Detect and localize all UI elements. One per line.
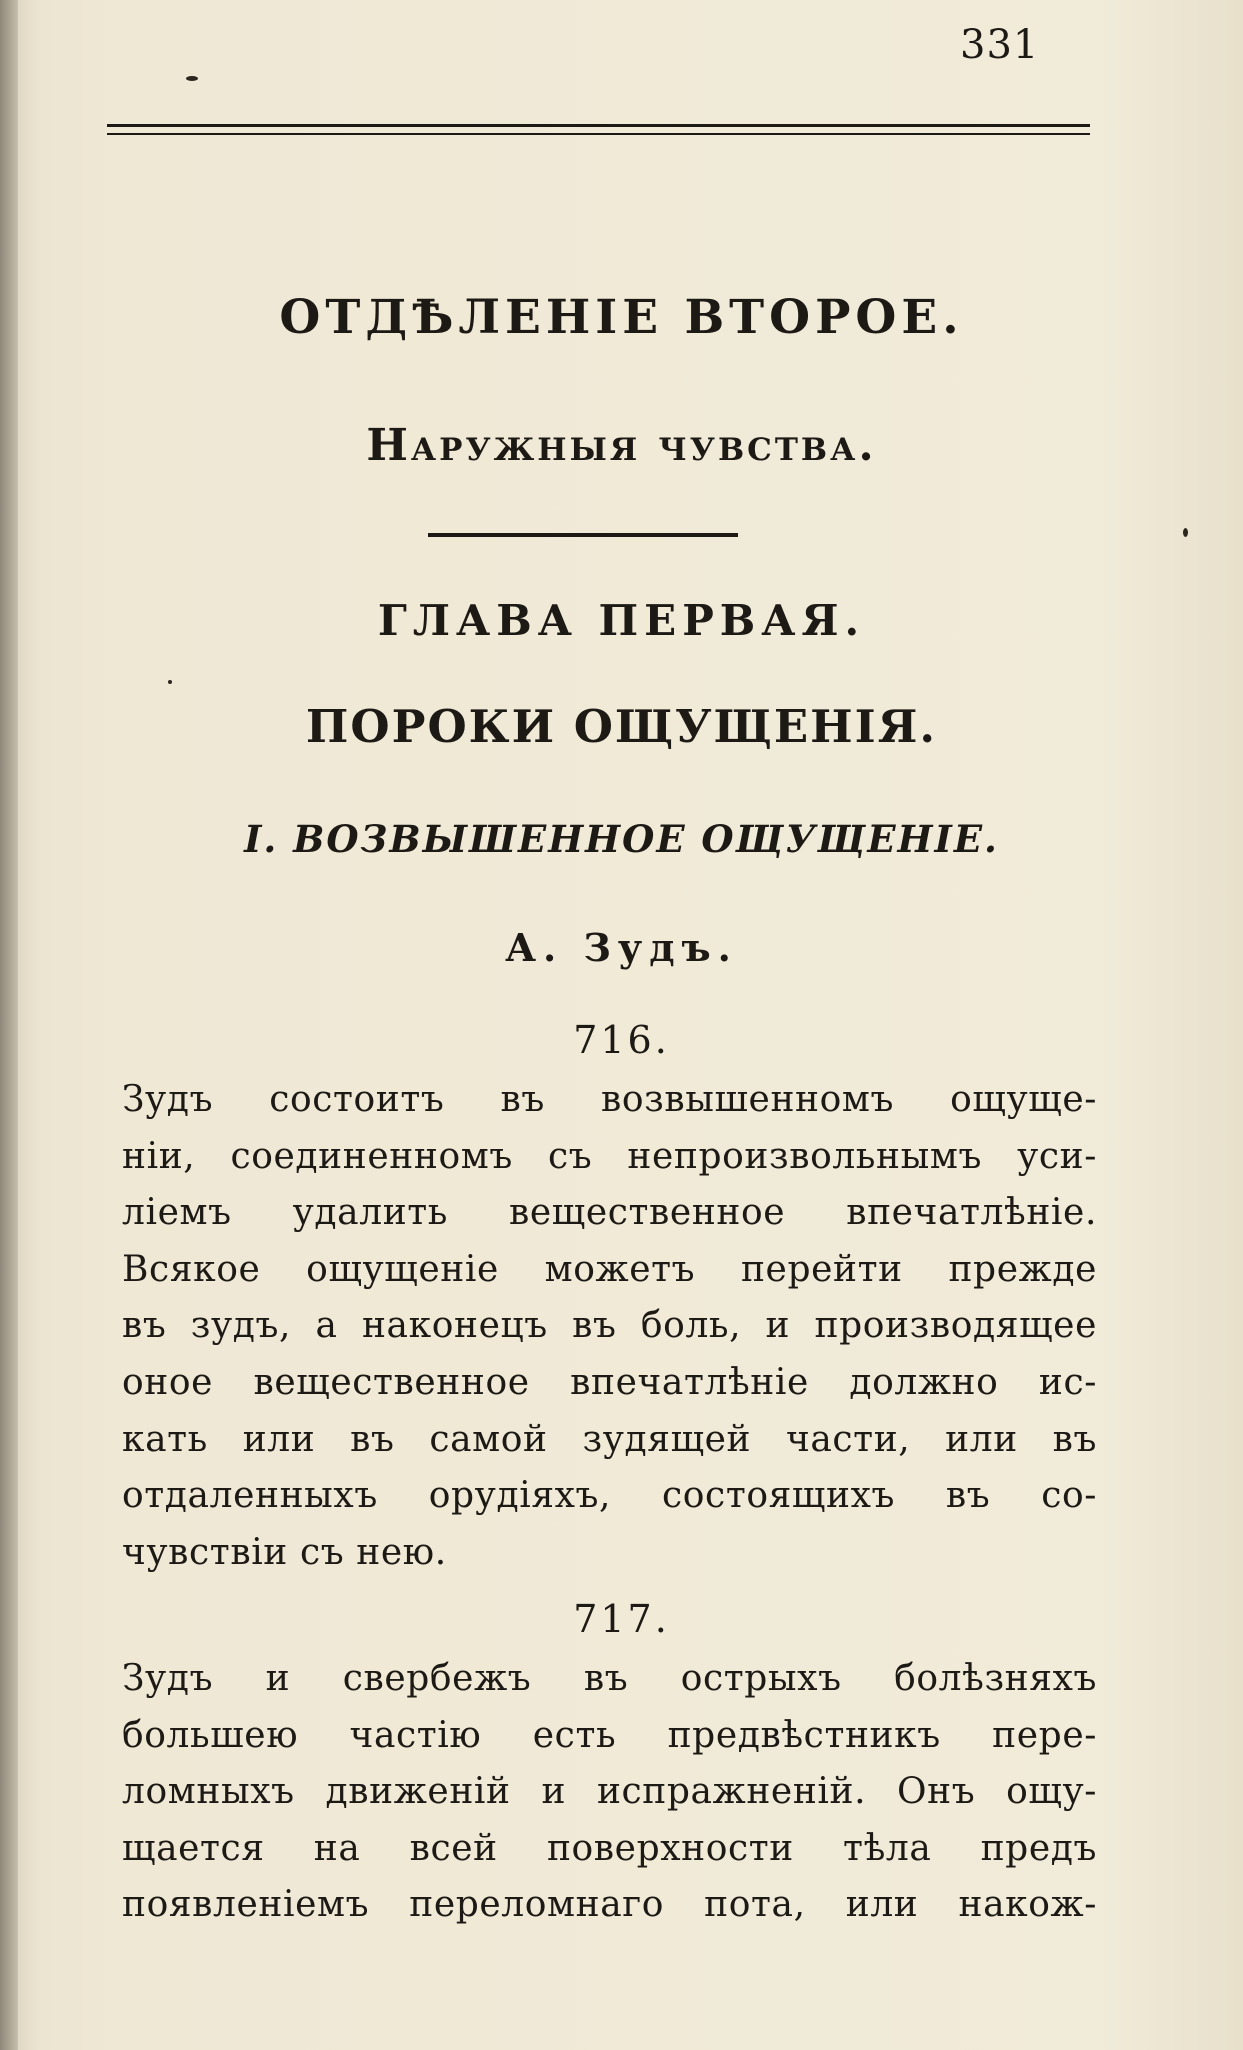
- chapter-heading: ГЛАВА ПЕРВАЯ.: [377, 596, 866, 645]
- text-line: ліемъ удалить вещественное впечатлѣніе.: [122, 1192, 1097, 1234]
- text-line: чувствіи съ нею.: [122, 1531, 447, 1573]
- page-number: 331: [960, 22, 1040, 68]
- text-line: Зудъ состоитъ въ возвышенномъ ощуще-: [122, 1079, 1097, 1120]
- header-rule: [107, 124, 1090, 127]
- ink-speck: [168, 680, 172, 684]
- ink-speck: [186, 76, 198, 81]
- paragraph: [122, 1651, 1097, 1934]
- section-number: 717.: [573, 1597, 670, 1641]
- header-rule-thin: [107, 133, 1090, 135]
- topic-heading: ПОРОКИ ОЩУЩЕНІЯ.: [305, 700, 938, 753]
- ink-speck: [1183, 528, 1188, 537]
- text-line: отдаленныхъ орудіяхъ, состоящихъ въ со-: [122, 1475, 1097, 1517]
- subtopic-heading: I. ВОЗВЫШЕННОЕ ОЩУЩЕНІЕ.: [244, 817, 999, 861]
- section-number: 716.: [573, 1018, 670, 1062]
- paragraph: [122, 1072, 1097, 1581]
- text-line: ломныхъ движеній и испражненій. Онъ ощу-: [122, 1771, 1097, 1813]
- text-line: щается на всей поверхности тѣла предъ: [122, 1827, 1097, 1869]
- part-heading: Наружныя чувства.: [366, 420, 877, 471]
- text-line: оное вещественное впечатлѣніе должно ис-: [122, 1361, 1097, 1403]
- text-line: Всякое ощущеніе можетъ перейти прежде: [122, 1248, 1097, 1290]
- text-line: большею частію есть предвѣстникъ пере-: [122, 1714, 1097, 1756]
- section-heading: ОТДѢЛЕНІЕ ВТОРОЕ.: [279, 290, 964, 345]
- text-line: кать или въ самой зудящей части, или въ: [122, 1418, 1097, 1460]
- letter-heading: А. Зудъ.: [505, 925, 738, 970]
- divider-rule: [428, 533, 738, 537]
- text-line: въ зудъ, а наконецъ въ боль, и производящее: [122, 1305, 1097, 1347]
- text-line: ніи, соединенномъ съ непроизвольнымъ уси-: [122, 1135, 1097, 1177]
- text-line: Зудъ и свербежъ въ острыхъ болѣзняхъ: [122, 1658, 1097, 1699]
- text-line: появленіемъ переломнаго пота, или накож-: [122, 1884, 1097, 1926]
